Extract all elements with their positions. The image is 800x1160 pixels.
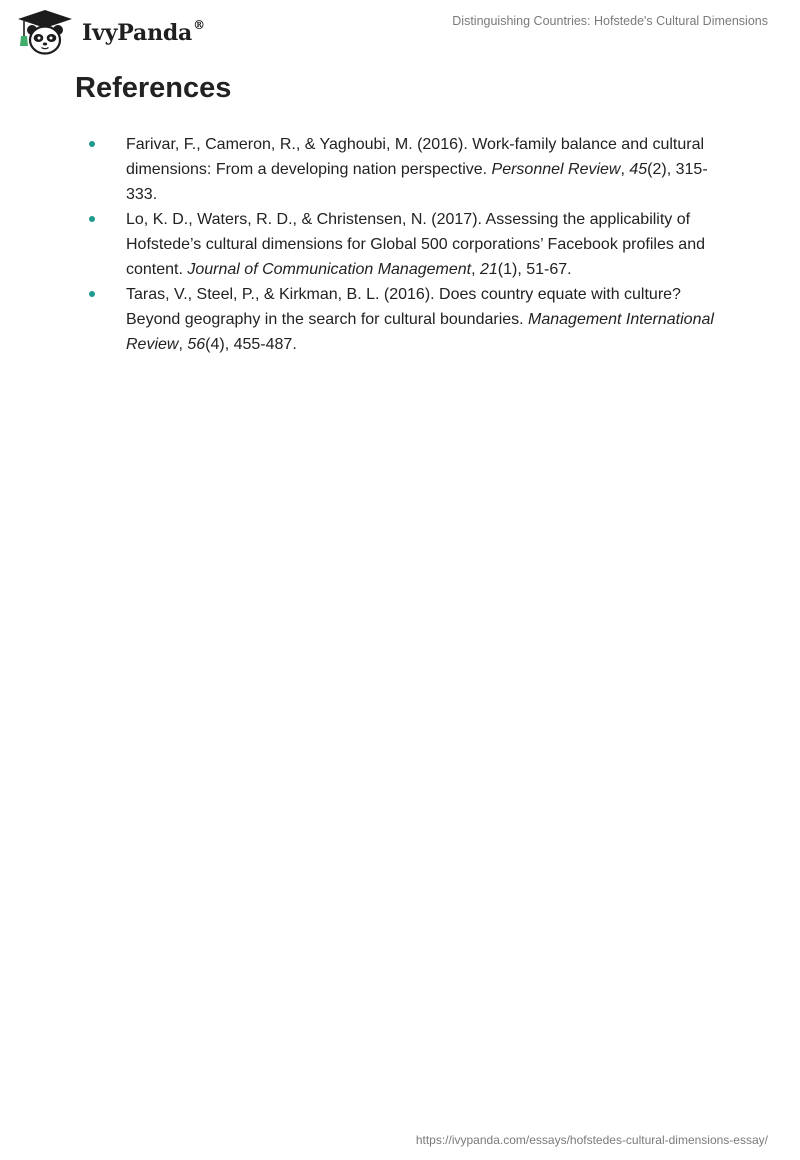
reference-volume: 45: [629, 161, 648, 178]
reference-issue-pages: (2), 315-333.: [126, 161, 708, 203]
reference-separator: ,: [620, 161, 630, 178]
reference-separator: ,: [471, 261, 480, 278]
ivypanda-logo[interactable]: [14, 8, 205, 56]
reference-journal: Management International Review: [126, 311, 714, 353]
reference-item: [126, 132, 726, 207]
bullet-icon: [89, 141, 95, 147]
reference-journal: Journal of Communication Management: [187, 261, 472, 278]
reference-item: [126, 207, 726, 282]
reference-volume: 56: [187, 336, 206, 353]
reference-authors: Taras, V., Steel, P., & Kirkman, B. L. (2016). Does country equate with culture? Beyond geography in the search for cultural boundaries.: [126, 286, 681, 328]
bullet-icon: [89, 291, 95, 297]
logo-wordmark: IvyPanda®: [82, 17, 205, 46]
registered-mark: ®: [193, 17, 205, 32]
footer-url-link[interactable]: https://ivypanda.com/essays/hofstedes-cultural-dimensions-essay/: [415, 1133, 768, 1147]
reference-authors: Lo, K. D., Waters, R. D., & Christensen, N. (2017). Assessing the applicability of Hofstede’s cultural dimensions for Global 500 corporations’ Facebook profiles and content.: [126, 211, 705, 278]
references-heading: References: [75, 72, 232, 104]
bullet-icon: [89, 216, 95, 222]
reference-volume: 21: [479, 261, 498, 278]
reference-item: [126, 282, 726, 357]
reference-separator: ,: [178, 336, 188, 353]
reference-issue-pages: (1), 51-67.: [497, 261, 572, 278]
panda-graduate-icon: [14, 8, 76, 56]
document-title: Distinguishing Countries: Hofstede's Cultural Dimensions: [452, 14, 768, 28]
reference-authors: Farivar, F., Cameron, R., & Yaghoubi, M. (2016). Work-family balance and cultural dimensions: From a developing nation perspective.: [126, 136, 705, 178]
references-list: [126, 132, 726, 357]
reference-issue-pages: (4), 455-487.: [205, 336, 297, 353]
reference-journal: Personnel Review: [491, 161, 621, 178]
